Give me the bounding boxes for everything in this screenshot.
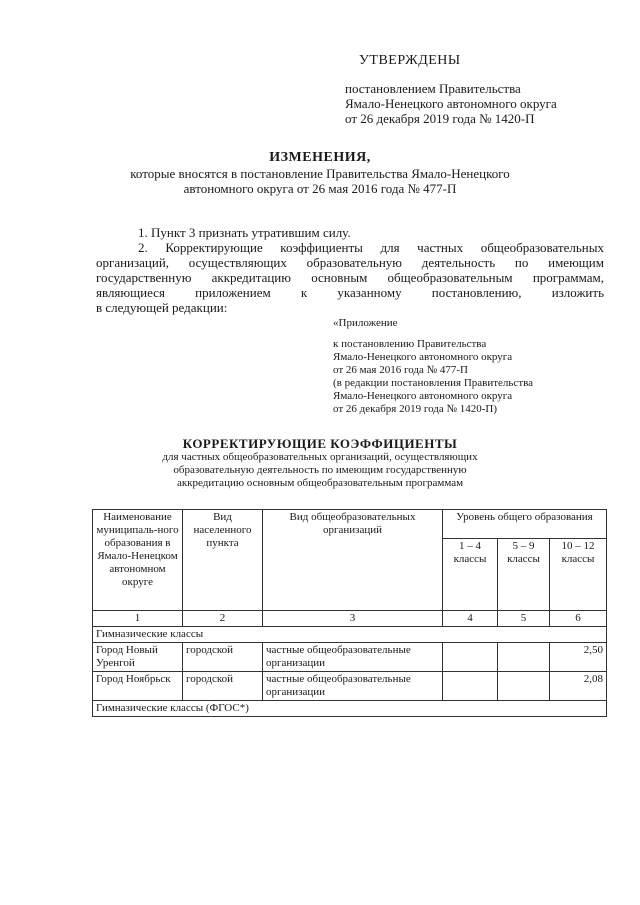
cell-municipality: Город Новый Уренгой: [93, 643, 183, 672]
column-number: 5: [498, 611, 550, 627]
cell-settlement: городской: [183, 672, 263, 701]
approval-title: УТВЕРЖДЕНЫ: [359, 53, 461, 68]
column-number: 6: [550, 611, 607, 627]
section-gymnasium-fgos: Гимназические классы (ФГОС*): [93, 701, 607, 717]
column-number: 3: [263, 611, 443, 627]
annex-line-2: Ямало-Ненецкого автономного округа: [333, 351, 513, 363]
coefficients-subtitle-3: аккредитацию основным общеобразовательным программам: [176, 477, 464, 489]
cell-grades-5-9: [498, 643, 550, 672]
section-gymnasium: Гимназические классы: [93, 627, 607, 643]
table-row: [93, 672, 607, 701]
header-grades-5-9: 5 – 9 классы: [498, 539, 550, 611]
annex-title: «Приложение: [333, 317, 398, 329]
coefficients-subtitle-2: образовательную деятельность по имеющим государственную: [173, 464, 467, 476]
paragraph-2-line-1: 2. Корректирующие коэффициенты для частных общеобразовательных: [138, 240, 604, 255]
cell-settlement: городской: [183, 643, 263, 672]
document-subtitle-1: которые вносятся в постановление Правительства Ямало-Ненецкого: [130, 166, 510, 181]
document-title: ИЗМЕНЕНИЯ,: [269, 150, 371, 165]
annex-line-6: от 26 декабря 2019 года № 1420-П): [333, 403, 498, 415]
cell-grades-10-12: 2,50: [550, 643, 607, 672]
annex-line-5: Ямало-Ненецкого автономного округа: [333, 390, 513, 402]
document-subtitle-2: автономного округа от 26 мая 2016 года № 477-П: [183, 181, 457, 196]
approval-line-2: Ямало-Ненецкого автономного округа: [345, 96, 557, 111]
table-row: [93, 643, 607, 672]
cell-org-type: частные общеобразовательные организации: [263, 672, 443, 701]
paragraph-2-line-2: организаций, осуществляющих образовательную деятельность по имеющим: [96, 255, 604, 270]
paragraph-2-line-4: являющиеся приложением к указанному постановлению, изложить: [96, 285, 604, 300]
cell-grades-10-12: 2,08: [550, 672, 607, 701]
cell-grades-1-4: [443, 643, 498, 672]
approval-line-3: от 26 декабря 2019 года № 1420-П: [345, 111, 535, 126]
header-settlement: Вид населенного пункта: [183, 510, 263, 611]
header-org-type: Вид общеобразовательных организаций: [263, 510, 443, 611]
coefficients-subtitle-1: для частных общеобразовательных организаций, осуществляющих: [162, 451, 478, 463]
annex-line-1: к постановлению Правительства: [333, 338, 487, 350]
column-number: 4: [443, 611, 498, 627]
paragraph-2-line-5: в следующей редакции:: [96, 300, 228, 315]
paragraph-1: 1. Пункт 3 признать утратившим силу.: [138, 225, 351, 240]
cell-grades-5-9: [498, 672, 550, 701]
header-level: Уровень общего образования: [443, 510, 607, 539]
annex-line-3: от 26 мая 2016 года № 477-П: [333, 364, 468, 376]
annex-line-4: (в редакции постановления Правительства: [333, 377, 534, 389]
column-number-row: [93, 611, 607, 627]
cell-municipality: Город Ноябрьск: [93, 672, 183, 701]
column-number: 1: [93, 611, 183, 627]
cell-grades-1-4: [443, 672, 498, 701]
coefficients-table: [92, 509, 607, 717]
approval-line-1: постановлением Правительства: [345, 81, 521, 96]
header-grades-10-12: 10 – 12 классы: [550, 539, 607, 611]
header-grades-1-4: 1 – 4 классы: [443, 539, 498, 611]
coefficients-title: КОРРЕКТИРУЮЩИЕ КОЭФФИЦИЕНТЫ: [182, 436, 458, 451]
paragraph-2-line-3: государственную аккредитацию основным общеобразовательным программам,: [96, 270, 604, 285]
header-municipality: Наименование муниципаль-ного образования в Ямало-Ненецком автономном округе: [93, 510, 183, 611]
column-number: 2: [183, 611, 263, 627]
cell-org-type: частные общеобразовательные организации: [263, 643, 443, 672]
